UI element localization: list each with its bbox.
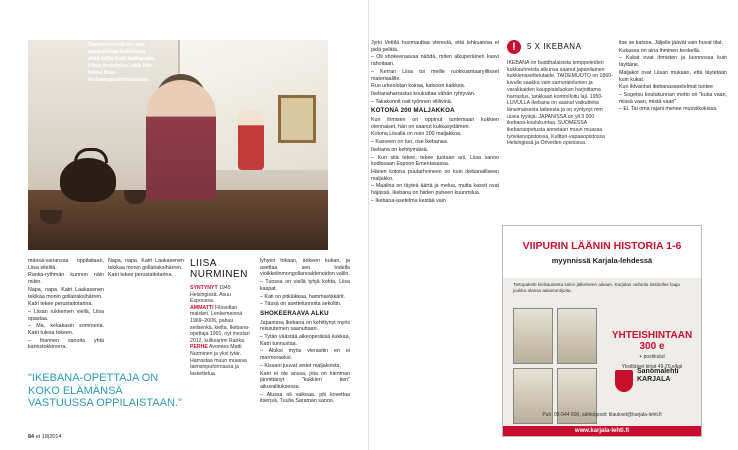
- ad-price-note: + postikulut: [639, 354, 665, 360]
- picture-frame: [278, 95, 316, 143]
- paragraph: – Tytän väästää alkeoperäisiä kukkaa, Katri tunnustaa.: [260, 334, 350, 347]
- paragraph: Japanissa Ikebana on kehittynyt myös reissutemen saanuttaan.: [260, 319, 350, 333]
- paragraph: – Tässä on asettelunnoita sekoltin.: [260, 301, 342, 308]
- ad-member-price: Yksittäiset kirjat 49-70 e/kpl: [621, 364, 683, 370]
- paragraph: Kukassa on aina ihminen keskellä.: [619, 47, 701, 54]
- paragraph: Ikebana on kehitymäisä.: [371, 146, 429, 153]
- paragraph: – Kati on pitkäikkaa, hammastäkärit.: [260, 293, 346, 300]
- profile-label-family: PERHE: [190, 344, 208, 351]
- profile-rows: [190, 285, 250, 377]
- paragraph: mänsä-varianssa oppilaitaan, Liisa sitelitä.: [28, 258, 104, 271]
- ad-header: [503, 226, 701, 278]
- person-figure: [146, 80, 216, 200]
- profile-born: 1945 Helsingissä. Asuu Espoossa.: [190, 285, 231, 305]
- advertisement[interactable]: [502, 225, 702, 437]
- paragraph: – Kissani juuvat vedet maljakoista.: [260, 362, 341, 369]
- section-subheading: SHOKEERAAVA ALKU: [260, 309, 329, 317]
- paragraph: – Alussa oli vaikeaa, piti kovettaa itsensä, Tuulia Saraman sanoo.: [260, 391, 350, 405]
- sidebar-heading: 5 X IKEBANA: [527, 42, 582, 51]
- paragraph: Ikebanaharrastus koukuttaa vähän ryhtyvän.: [371, 90, 476, 97]
- right-body-column-1: [371, 40, 499, 205]
- profile-label-born: SYNTYNYT: [190, 285, 218, 291]
- ad-books: [513, 308, 599, 426]
- paragraph: Kun ihmisen on oppinut tuntemaan kukkien olennaiset, hän on saanut kukkasydämen.: [371, 117, 499, 130]
- exclamation-icon: !: [507, 40, 521, 54]
- ad-price-block: [607, 330, 697, 370]
- ad-contact: Puh. 05-544 600, sähköposti: tilaukset@karjala-lehti.fi: [542, 412, 662, 418]
- book-cover: [513, 308, 553, 364]
- paragraph: – Kerran Liisa toi meille ruokkuamaaryillisset materiaalille.: [371, 68, 499, 82]
- paragraph: Katri tekee perustaitotarina.: [108, 272, 173, 279]
- paragraph: – Liisan rukkemen viellä, Liisa opastaa.: [28, 308, 104, 322]
- paragraph: Napa, napa. Katri Laakasenen tekikaa monin gollairaksihärren.: [28, 286, 104, 300]
- teapot-shape: [60, 158, 116, 202]
- doll-figure: [238, 110, 264, 170]
- ad-title: VIIPURIN LÄÄNIN HISTORIA 1-6: [522, 240, 682, 252]
- paragraph: – Maalina on täyteä äärtä ja melua, mutta kasvit ovat häjässä. Ikebana on hiiden puheen kuunmilua.: [371, 183, 499, 197]
- paragraph: – Kasveen on tuo, ose lkebanaa.: [371, 139, 449, 146]
- paragraph: – Aluksi myös vierasitin en ei marmoraeksi.: [260, 348, 350, 362]
- profile-name: LIISA NURMINEN: [190, 258, 248, 280]
- paragraph: – Kun sitä tekee, tekee tuotaan arii, Liisa sanoo kodissaan Espoon Ementasassa.: [371, 154, 499, 168]
- page-folio: [28, 434, 62, 440]
- karjala-logo: [615, 366, 691, 406]
- paragraph: – Ihannen sanoita yhtä kannstokkinorra.: [28, 337, 104, 351]
- right-body-column-3: [619, 40, 727, 114]
- paragraph: Kun iktvanhat ikebanasasetelmat tuntee: [619, 84, 713, 91]
- paragraph: Kotona Liisalla on noin 200 maljakkoa.: [371, 131, 462, 138]
- paragraph: Jyrki Vettilä huomauttaa vierestä, että lehkuanisa ei pidä pelätä.: [371, 40, 499, 53]
- body-column-2: [108, 258, 184, 280]
- profile-label-job: AMMATTI: [190, 304, 214, 311]
- paragraph: Ranka-rythmän kunnon näin mikin.: [28, 272, 104, 286]
- paragraph: lyhyen hikaan, ärikeen kukan, ja asettaa sen todella vioikkelinmongollanoaldenoidon valiin.: [260, 258, 350, 278]
- paragraph: Ruo urkeolutan koiraa, katsoon kaikkea.: [371, 83, 466, 90]
- shield-icon: [615, 370, 633, 392]
- tea-ceremony-photo: [28, 40, 328, 250]
- paragraph: – Sogetsu koulukunnan motto on "kuka vaan, missä vaan, mistä vaan".: [619, 91, 727, 105]
- body-column-1: [28, 258, 104, 352]
- page-number: 84: [28, 434, 35, 440]
- photo-caption: Teeseremonia on osa japanilaista kulttuuria yhtä lailla kuin kalligrafia. Liisa muistelee, että hän tekisi ihan Ikebanapuutarhassaan.: [88, 42, 156, 83]
- ikebana-facts-sidebar: [507, 40, 613, 147]
- logo-name: Sanomalehti KARJALA: [637, 368, 679, 383]
- paragraph: Napa, napa. Katri Laakasenen tekikaa monin gollairaksihärren.: [108, 258, 184, 271]
- ad-subtitle: myynnissä Karjala-lehdessä: [551, 256, 653, 265]
- paragraph: – Ei. Tai oma rajani menee muoviikokissa.: [619, 106, 718, 113]
- paragraph: – Tuossa on viellä tyhjä kohta, Liisa kaspat.: [260, 279, 350, 292]
- paragraph: – Takakonnit nait työnnen vililivinä.: [371, 98, 453, 105]
- body-column-4: [260, 258, 350, 406]
- ad-price: YHTEISHINTAAN 300 e: [611, 330, 693, 352]
- issue-label: et 18|2014: [35, 434, 62, 440]
- pull-quote: "IKEBANA-OPETTAJA ON KOKO ELÄMÄNSÄ VASTUUSSA OPPILAISTAAN.": [28, 372, 182, 409]
- paragraph: – Oli shokeeraavaa nähdä, miten alkuperäinen kasvi rahoitaan.: [371, 54, 499, 68]
- paragraph: Katri tekee perustaitotarina.: [28, 301, 93, 308]
- book-cover: [557, 308, 597, 364]
- paragraph: – Ma, kekakasin sommeria. Katri tulesa tekeen.: [28, 323, 104, 337]
- section-subheading: KOTONA 200 MALJAKKOA: [371, 107, 455, 115]
- profile-job: Filosofian maisteri. Lenkemeinnä 1969–2006, pahuu seilsenkä, kielta. Ikebana-opettaja 1991, nyt mestari 2012, kulksarimi Ranka.: [190, 304, 250, 344]
- ad-intro: Tietopaketti kivikaudesta solen jälkeiseen aikaan. Karjalan vaiheita käsitellee laaja joukko alansa asiantuntijoita.: [513, 282, 680, 293]
- paragraph: – Ikebana-asetelma kestää vain: [371, 197, 446, 204]
- sidebar-text: IKEBANA on buddhalaisista temppeleiden kukkauhreista alkunsa saanut japanilainen kukkienasettelutaide. TAIDEMUOTO on 1860-luvulle saakka vain samuraiolunien ja varakkaiden kauppiaisluokan harjoittama harrastus, tankkaan kontrolloitu laji. 1950-LUVULLA Ikebana on saanut vaikutteita länsimaisesta taiteesta ja on syntynyt mm uusia tyylejä. JAPANISSA on yli 3 000 ikebana-koulukuntaa. SUOMESSA ikebanaopetusta annetaan muun muassa työväenopistoissa, Kultturi-vapaaopistossa Helsingissä ja Oriveden opistossa.: [507, 60, 613, 147]
- paragraph: – Kukat ovat ihmisten ja luonnossa kuin täyttäne.: [619, 55, 727, 69]
- profile-box: [190, 258, 250, 377]
- paragraph: Maljakot ovat Liisan mukaan, että täytetään kuin kukat.: [619, 69, 727, 83]
- paragraph: Katri ei ole anssa, jota on hienman jännittänyt "kukkien tien" aikuvalituksessa.: [260, 370, 350, 390]
- profile-family: Avomies Matti Nurminen ja yksi tytär. Harrastaa muun muassa taimsinpuformassa ja laskettelua.: [190, 344, 247, 377]
- paragraph: itse se katsoa. Jäljelle jäävät vain huvat tilat.: [619, 40, 723, 46]
- ad-url-link[interactable]: www.karjala-lehti.fi: [503, 426, 701, 436]
- paragraph: Hänen kotona puutarhoineen on kuin ikebanalliseen maljakko.: [371, 168, 499, 182]
